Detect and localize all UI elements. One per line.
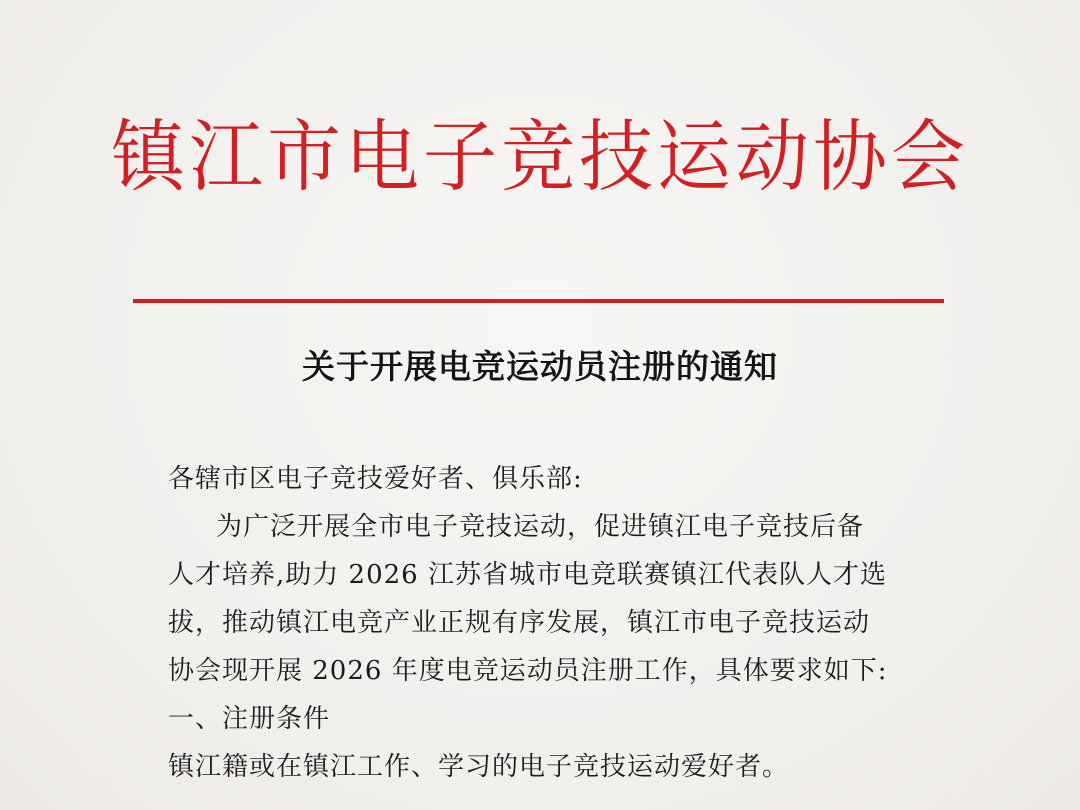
- section-body-line: 镇江籍或在镇江工作、学习的电子竞技运动爱好者。: [168, 752, 790, 782]
- body-paragraph-line: 协会现开展 2026 年度电竞运动员注册工作，具体要求如下:: [168, 656, 888, 686]
- body-paragraph-line: 拔，推动镇江电竞产业正规有序发展，镇江市电子竞技运动: [168, 608, 871, 638]
- document-title: 关于开展电竞运动员注册的通知: [302, 347, 778, 386]
- section-heading: 一、注册条件: [168, 704, 331, 734]
- body-paragraph-line: 为广泛开展全市电子竞技运动，促进镇江电子竞技后备: [216, 512, 865, 542]
- body-paragraph-line: 人才培养,助力 2026 江苏省城市电竞联赛镇江代表队人才选: [168, 560, 887, 590]
- salutation-line: 各辖市区电子竞技爱好者、俱乐部:: [168, 464, 583, 494]
- organization-header: 镇江市电子竞技运动协会: [111, 111, 969, 203]
- red-divider-rule: [133, 299, 944, 303]
